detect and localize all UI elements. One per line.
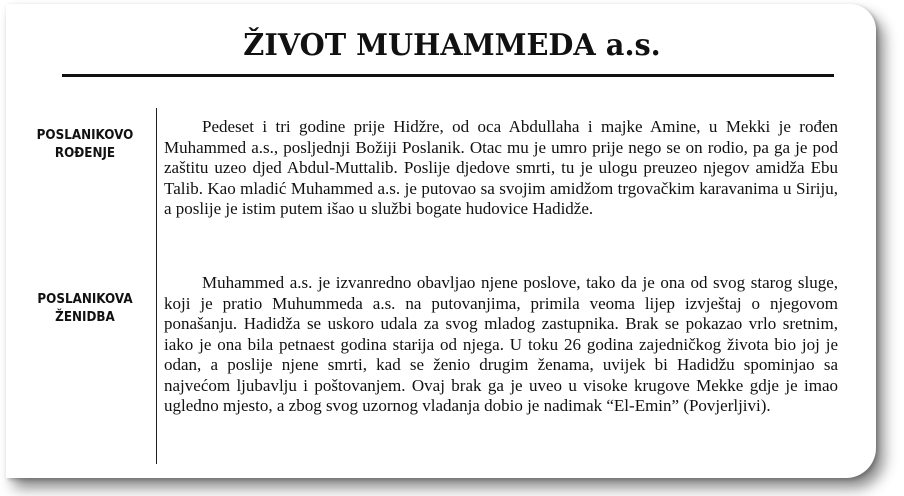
title-underline	[62, 74, 834, 77]
section-label-line: ROĐENJE	[54, 146, 116, 161]
section-label-line: POSLANIKOVA	[37, 292, 133, 307]
section-label-line: ŽENIDBA	[55, 310, 115, 325]
section-text-birth: Pedeset i tri godine prije Hidžre, od oca Abdullaha i majke Amine, u Mekki je rođen Muhammed a.s., posljednji Božiji Poslanik. Otac mu je umro prije nego se on rodio, pa ga je pod zaštitu uzeo djed Abdul-Muttalib. Poslije djedove smrti, tu je ulogu preuzeo njegov amidža Ebu Talib. Kao mladić Muhammed a.s. je putovao sa svojim amidžom trgovačkim karavanima u Siriju, a poslije je istim putem išao u službi bogate hudovice Hadidže.	[164, 117, 838, 218]
section-label-birth	[23, 127, 146, 163]
section-text-marriage: Muhammed a.s. je izvanredno obavljao njene poslove, tako da je ona od svog starog sluge, koji je pratio Muhummeda a.s. na putovanjima, primila veoma lijep izvještaj o njegovom ponašanju. Hadidža se uskoro udala za svog mladog zastupnika. Brak se pokazao vrlo sretnim, iako je ona bila petnaest godina starija od njega. U toku 26 godina zajedničkog života bio joj je odan, a poslije njene smrti, kad se ženio drugim ženama, uvijek bi Hadidžu spominjao sa najvećom ljubavlju i poštovanjem. Ovaj brak ga je uveo u visoke krugove Mekke gdje je imao ugledno mjesto, a zbog svog uzornog vladanja dobio je nadimak “El-Emin” (Povjerljivi).	[164, 273, 838, 415]
section-label-marriage	[23, 291, 146, 327]
column-divider	[156, 108, 157, 464]
page-title: ŽIVOT MUHAMMEDA a.s.	[243, 28, 661, 63]
section-label-line: POSLANIKOVO	[36, 128, 134, 143]
